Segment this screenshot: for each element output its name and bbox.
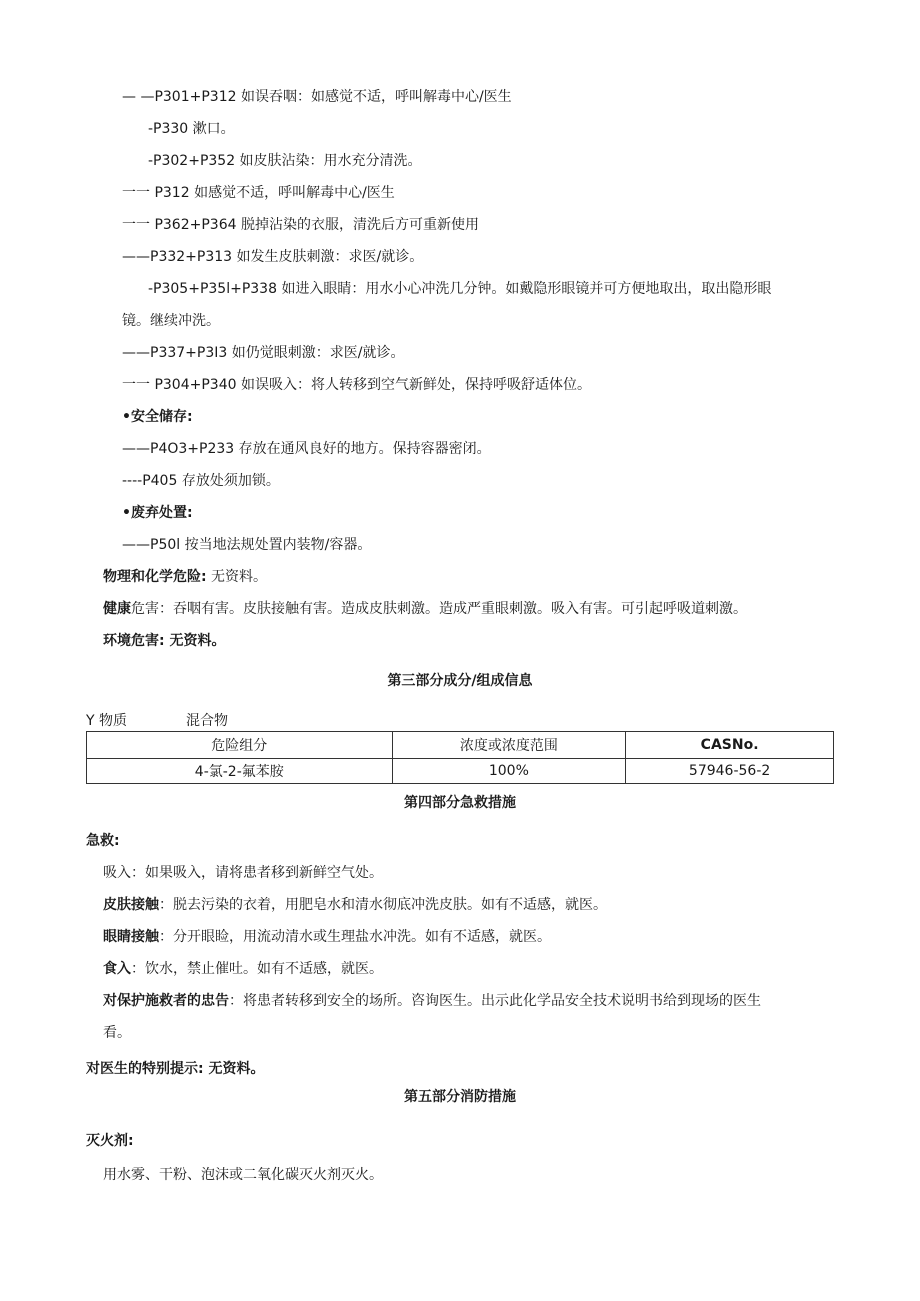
table-header-row — [87, 732, 834, 759]
eye-contact-line — [103, 928, 551, 946]
section3-title: 第三部分成分/组成信息 — [387, 673, 533, 689]
p330-line: -P330 漱口。 — [148, 121, 235, 137]
p337-line: ——P337+P3I3 如仍觉眼刺激：求医/就诊。 — [122, 345, 405, 361]
eye-contact-label: 眼睛接触 — [103, 929, 159, 945]
rescuer-advice-text: ：将患者转移到安全的场所。咨询医生。出示此化学品安全技术说明书给到现场的医生 — [229, 993, 761, 1009]
p304-line: 一一 P304+P340 如误吸入：将人转移到空气新鲜处，保持呼吸舒适体位。 — [122, 377, 591, 393]
header-concentration: 浓度或浓度范围 — [392, 732, 626, 759]
rescuer-advice-line — [103, 992, 761, 1010]
p362-line: 一一 P362+P364 脱掉沾染的衣服，清洗后方可重新使用 — [122, 217, 479, 233]
mixture-label: 混合物 — [186, 713, 228, 729]
inhalation-line: 吸入：如果吸入，请将患者移到新鲜空气处。 — [103, 865, 383, 881]
env-hazard-text: 无资料。 — [164, 633, 226, 649]
extinguish-text: 用水雾、干粉、泡沫或二氧化碳灭火剂灭火。 — [103, 1167, 383, 1183]
p305-line-cont: 镜。继续冲洗。 — [122, 313, 220, 329]
table-row — [87, 759, 834, 784]
composition-table — [86, 731, 834, 784]
p305-line: -P305+P35l+P338 如进入眼睛：用水小心冲洗几分钟。如戴隐形眼镜并可方便地取出，取出隐形眼 — [148, 281, 772, 297]
doctor-note-label: 对医生的特别提示: — [86, 1061, 204, 1077]
storage-title: •安全储存: — [122, 409, 193, 425]
health-hazard — [103, 600, 747, 618]
disposal-title: •废弃处置: — [122, 505, 193, 521]
rescuer-advice-label: 对保护施救者的忠告 — [103, 993, 229, 1009]
section5-title: 第五部分消防措施 — [404, 1089, 516, 1105]
ingestion-label: 食入 — [103, 961, 131, 977]
health-hazard-label: 健康 — [103, 601, 131, 617]
env-hazard-label: 环境危害: — [103, 633, 165, 649]
phys-hazard — [103, 568, 267, 586]
skin-contact-text: ：脱去污染的衣着，用肥皂水和清水彻底冲洗皮肤。如有不适感，就医。 — [159, 897, 607, 913]
cell-concentration: 100% — [392, 759, 626, 784]
skin-contact-line — [103, 896, 607, 914]
header-cas-no: CASNo. — [626, 732, 834, 759]
doctor-note — [86, 1060, 264, 1078]
substance-label: Y 物质 — [86, 713, 128, 729]
eye-contact-text: ：分开眼睑，用流动清水或生理盐水冲洗。如有不适感，就医。 — [159, 929, 551, 945]
skin-contact-label: 皮肤接触 — [103, 897, 159, 913]
extinguish-title: 灭火剂: — [86, 1133, 134, 1149]
cell-component: 4-氯-2-氟苯胺 — [87, 759, 393, 784]
phys-hazard-label: 物理和化学危险: — [103, 569, 207, 585]
firstaid-title: 急救: — [86, 833, 120, 849]
rescuer-advice-line-cont: 看。 — [103, 1025, 131, 1041]
env-hazard — [103, 632, 225, 650]
cell-cas-no: 57946-56-2 — [626, 759, 834, 784]
phys-hazard-text: 无资料。 — [206, 569, 268, 585]
health-hazard-text: 危害：吞咽有害。皮肤接触有害。造成皮肤刺激。造成严重眼刺激。吸入有害。可引起呼吸道刺激。 — [131, 601, 747, 617]
ingestion-text: ：饮水，禁止催吐。如有不适感，就医。 — [131, 961, 383, 977]
ingestion-line — [103, 960, 383, 978]
p312-line: 一一 P312 如感觉不适，呼叫解毒中心/医生 — [122, 185, 395, 201]
p403-line: ——P4O3+P233 存放在通风良好的地方。保持容器密闭。 — [122, 441, 491, 457]
doctor-note-text: 无资料。 — [203, 1061, 265, 1077]
p332-line: ——P332+P313 如发生皮肤刺激：求医/就诊。 — [122, 249, 424, 265]
p405-line: ----P405 存放处须加锁。 — [122, 473, 280, 489]
header-hazard-component: 危险组分 — [87, 732, 393, 759]
p302-line: -P302+P352 如皮肤沾染：用水充分清洗。 — [148, 153, 422, 169]
section4-title: 第四部分急救措施 — [404, 795, 516, 811]
p501-line: ——P50l 按当地法规处置内装物/容器。 — [122, 537, 372, 553]
p301-line: — —P301+P312 如误吞咽：如感觉不适，呼叫解毒中心/医生 — [122, 89, 512, 105]
